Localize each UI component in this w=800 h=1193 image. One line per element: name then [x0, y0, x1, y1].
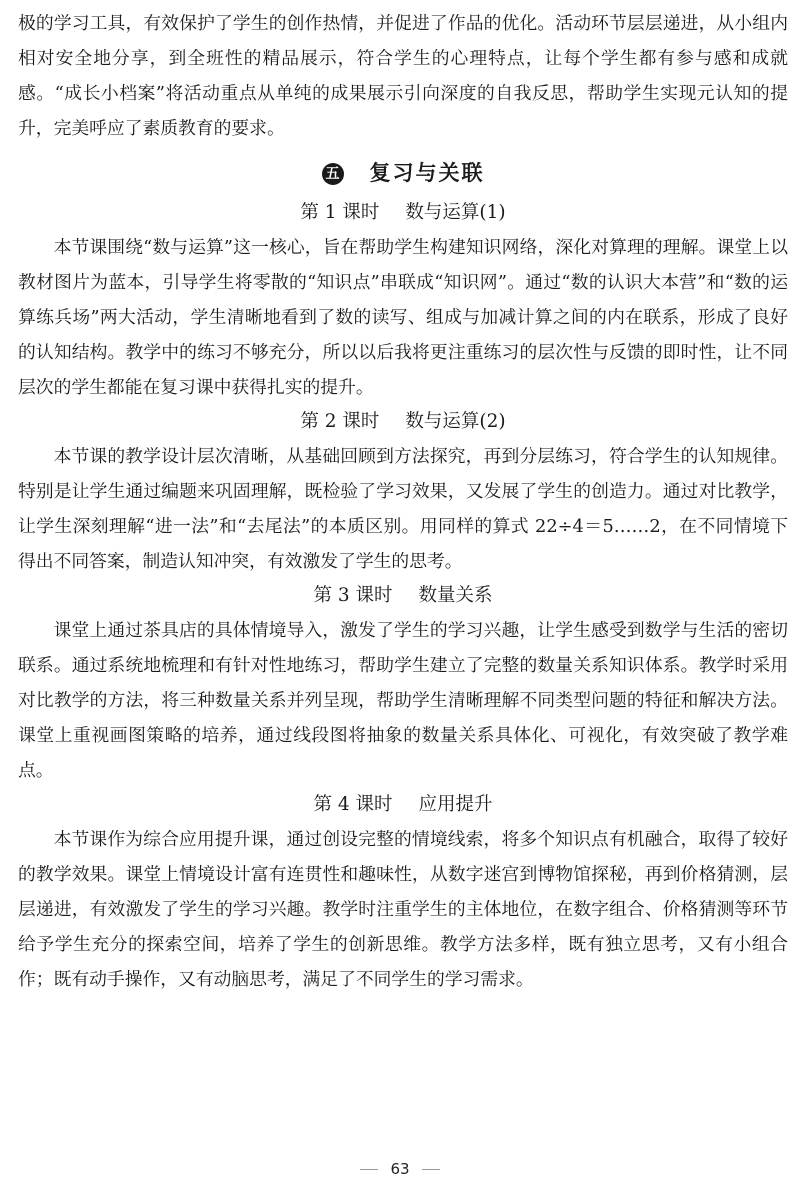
lesson-3-paragraph: 课堂上通过茶具店的具体情境导入，激发了学生的学习兴趣，让学生感受到数学与生活的密切联系。通过系统地梳理和有针对性地练习，帮助学生建立了完整的数量关系知识体系。教学时采用对比教学的方法，将三种数量关系并列呈现，帮助学生清晰理解不同类型问题的特征和解决方法。课堂上重视画图策略的培养，通过线段图将抽象的数量关系具体化、可视化，有效突破了教学难点。: [18, 620, 788, 781]
lesson-4-number: 第 4 课时: [313, 794, 393, 815]
page-footer: [0, 1160, 800, 1178]
footer-right-rule: [422, 1169, 440, 1170]
lesson-1-name: 数与运算(1): [405, 202, 506, 223]
lesson-2-name: 数与运算(2): [405, 411, 506, 432]
section-heading: [18, 154, 788, 192]
lesson-3-title: [18, 579, 788, 613]
lesson-2-title: [18, 405, 788, 439]
lesson-2-number: 第 2 课时: [300, 411, 380, 432]
lesson-3-number: 第 3 课时: [313, 585, 393, 606]
lesson-3-name: 数量关系: [418, 585, 493, 606]
lesson-2-paragraph: 本节课的教学设计层次清晰，从基础回顾到方法探究，再到分层练习，符合学生的认知规律。特别是让学生通过编题来巩固理解，既检验了学习效果，又发展了学生的创造力。通过对比教学，让学生深刻理解“进一法”和“去尾法”的本质区别。用同样的算式 22÷4＝5……2，在不同情境下得出不同答案，制造认知冲突，有效激发了学生的思考。: [18, 446, 788, 572]
lesson-1-paragraph: 本节课围绕“数与运算”这一核心，旨在帮助学生构建知识网络，深化对算理的理解。课堂上以教材图片为蓝本，引导学生将零散的“知识点”串联成“知识网”。通过“数的认识大本营”和“数的运算练兵场”两大活动，学生清晰地看到了数的读写、组成与加减计算之间的内在联系，形成了良好的认知结构。教学中的练习不够充分，所以以后我将更注重练习的层次性与反馈的即时性，让不同层次的学生都能在复习课中获得扎实的提升。: [18, 237, 788, 398]
page-content: [18, 6, 788, 997]
intro-paragraph: 极的学习工具，有效保护了学生的创作热情，并促进了作品的优化。活动环节层层递进，从小组内相对安全地分享，到全班性的精品展示，符合学生的心理特点，让每个学生都有参与感和成就感。“成长小档案”将活动重点从单纯的成果展示引向深度的自我反思，帮助学生实现元认知的提升，完美呼应了素质教育的要求。: [18, 13, 788, 139]
lesson-4-name: 应用提升: [418, 794, 493, 815]
footer-left-rule: [360, 1169, 378, 1170]
section-title: 复习与关联: [369, 161, 485, 185]
lesson-1-title: [18, 196, 788, 230]
page-number: 63: [390, 1160, 410, 1178]
lesson-4-paragraph: 本节课作为综合应用提升课，通过创设完整的情境线索，将多个知识点有机融合，取得了较好的教学效果。课堂上情境设计富有连贯性和趣味性，从数字迷宫到博物馆探秘，再到价格猜测，层层递进，有效激发了学生的学习兴趣。教学时注重学生的主体地位，在数字组合、价格猜测等环节给予学生充分的探索空间，培养了学生的创新思维。教学方法多样，既有独立思考，又有小组合作；既有动手操作，又有动脑思考，满足了不同学生的学习需求。: [18, 829, 788, 990]
lesson-4-title: [18, 788, 788, 822]
lesson-1-number: 第 1 课时: [300, 202, 380, 223]
section-number-badge: 五: [322, 163, 344, 185]
